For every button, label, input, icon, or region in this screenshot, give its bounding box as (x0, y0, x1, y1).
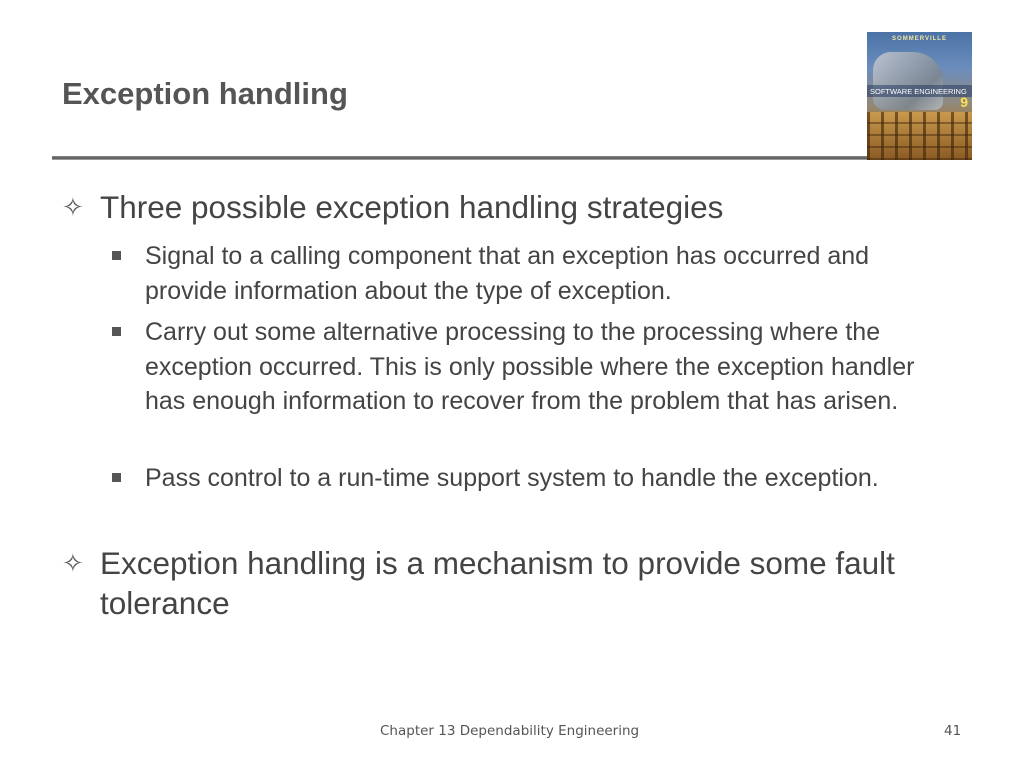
sub-bullet-text: Pass control to a run-time support system to handle the exception. (145, 464, 879, 492)
sub-bullet-signal (112, 239, 942, 308)
cover-edition: 9 (960, 94, 968, 110)
footer-chapter: Chapter 13 Dependability Engineering (380, 723, 640, 739)
title-divider (52, 156, 868, 160)
diamond-star-icon: ✧ (62, 548, 84, 578)
bullet-strategies (62, 187, 982, 227)
bullet-text: Three possible exception handling strategies (100, 189, 724, 225)
diamond-star-icon: ✧ (62, 192, 84, 222)
bullet-text: Exception handling is a mechanism to provide some fault tolerance (100, 545, 895, 621)
cover-scaffold-graphic (867, 112, 972, 160)
square-bullet-icon (112, 251, 121, 260)
sub-bullet-text: Carry out some alternative processing to the processing where the exception occurred. This is only possible where the exception handler has enough information to recover from the problem that has arisen. (145, 318, 915, 415)
cover-building-graphic (873, 52, 943, 110)
bullet-fault-tolerance (62, 543, 982, 623)
cover-author: SOMMERVILLE (892, 36, 947, 42)
sub-bullet-alternative (112, 315, 942, 419)
square-bullet-icon (112, 327, 121, 336)
square-bullet-icon (112, 473, 121, 482)
page-number: 41 (944, 723, 962, 739)
cover-title: SOFTWARE ENGINEERING (870, 87, 967, 96)
sub-bullet-pass-control (112, 461, 942, 496)
slide-title: Exception handling (62, 76, 348, 111)
sub-bullet-text: Signal to a calling component that an exception has occurred and provide information about the type of exception. (145, 242, 870, 305)
book-cover-image (867, 32, 972, 160)
